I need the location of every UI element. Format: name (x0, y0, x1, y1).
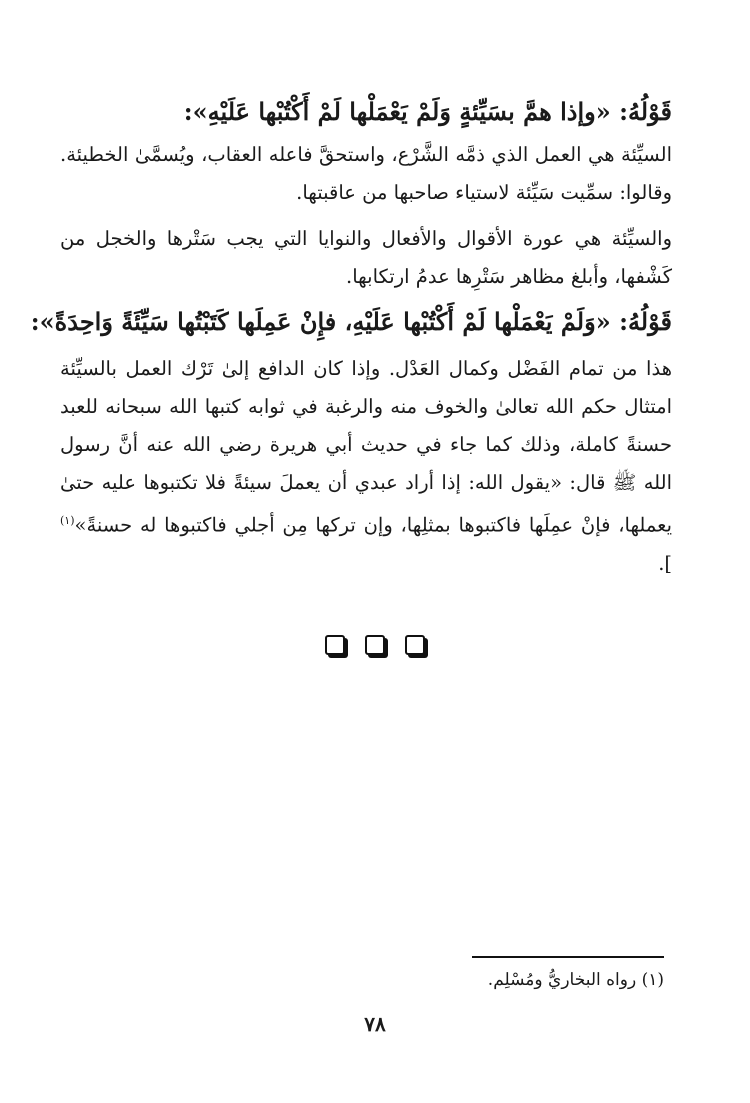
square-ornament-icon (365, 635, 385, 655)
paragraph-3-text: هذا من تمام الفَضْل وكمال العَدْل. وإذا كان الدافع إلىٰ تَرْك العمل بالسيِّئة امتثال حكم الله تعالىٰ والخوف منه والرغبة في ثوابه كتبها الله سبحانه للعبد حسنةً كاملة، وذلك كما جاء في حديث أبي هريرة رضي الله عنه أنَّ رسول الله ﷺ قال: «يقول الله: إذا أراد عبدي أن يعملَ سيئةً فلا تكتبوها عليه حتىٰ يعملها، فإنْ عمِلَها فاكتبوها بمثلِها، وإن تركها مِن أجلي فاكتبوها له حسنةً» (60, 357, 672, 537)
footnote-reference[interactable]: (١) (60, 514, 75, 527)
paragraph-3 (60, 350, 672, 583)
heading-2-quote: «وَلَمْ يَعْمَلْها لَمْ أَكْتُبْها عَلَيْهِ، فإِنْ عَمِلَها كَتَبْتُها سَيِّئَةً وَاحِدَةً»: (30, 307, 611, 336)
heading-2 (30, 300, 672, 344)
section-separator (325, 632, 425, 658)
footnote-divider (472, 956, 664, 958)
paragraph-3-end: ]. (658, 551, 672, 575)
heading-1 (60, 90, 672, 134)
heading-1-label: قَوْلُهُ: (619, 97, 672, 126)
heading-2-label: قَوْلُهُ: (619, 307, 672, 336)
heading-1-quote: «وإذا همَّ بسَيِّئةٍ وَلَمْ يَعْمَلْها لَمْ أَكْتُبْها عَلَيْهِ»: (183, 97, 611, 126)
paragraph-2: والسيِّئة هي عورة الأقوال والأفعال والنوايا التي يجب سَتْرها والخجل من كَشْفها، وأبلغ مظاهر سَتْرِها عدمُ ارتكابها. (60, 227, 672, 288)
square-ornament-icon (325, 635, 345, 655)
footnote: (١) رواه البخاريُّ ومُسْلِم. (487, 970, 664, 990)
page-body (30, 90, 672, 583)
page-number: ٧٨ (364, 1012, 386, 1036)
square-ornament-icon (405, 635, 425, 655)
paragraph-1: السيِّئة هي العمل الذي ذمَّه الشَّرْع، واستحقَّ فاعله العقاب، ويُسمَّىٰ الخطيئة. وقالوا: سمِّيت سَيِّئة لاستياء صاحبها من عاقبتها. (60, 143, 672, 204)
